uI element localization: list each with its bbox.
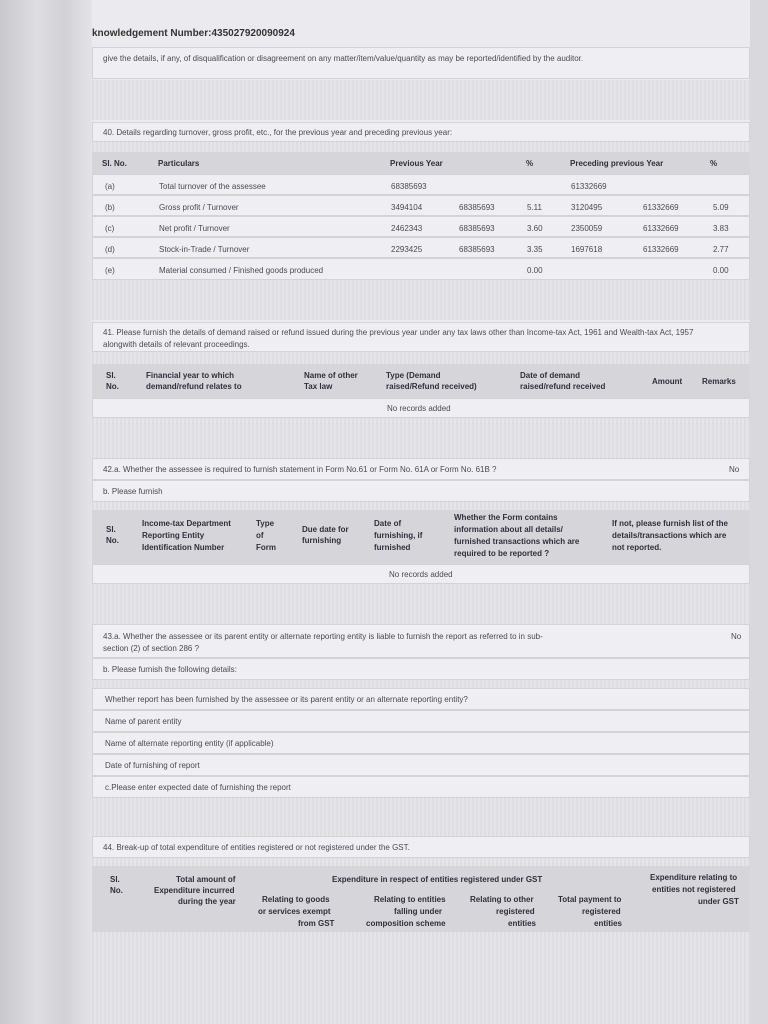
spacer	[92, 352, 750, 364]
q40-table-header	[92, 152, 750, 174]
section-divider	[92, 280, 750, 320]
q42-header-ifnot2: details/transactions which are	[612, 531, 727, 540]
q40-title: 40. Details regarding turnover, gross profit, etc., for the previous year and preceding previous year:	[103, 128, 453, 137]
row-preceding-turnover: 61332669	[643, 203, 679, 212]
table-row	[92, 258, 750, 280]
q40-header-previous-year: Previous Year	[390, 159, 443, 168]
q43a-text-line2: section (2) of section 286 ?	[103, 644, 200, 653]
binding-edge	[0, 0, 92, 1024]
row-particulars: Gross profit / Turnover	[159, 203, 239, 212]
q44-header-exempt2: or services exempt	[258, 907, 331, 916]
q44-header-no: No.	[110, 886, 123, 895]
section-divider	[92, 418, 750, 458]
q44-title-box	[92, 836, 750, 858]
page-right-margin	[750, 0, 768, 1024]
q44-header-other3: entities	[508, 919, 537, 928]
q42b-row	[92, 480, 750, 502]
q41-header-sl: Sl.	[106, 371, 116, 380]
row-preceding-pct: 5.09	[713, 203, 729, 212]
q42-header-dept: Income-tax Department	[142, 519, 231, 528]
q44-table-header	[92, 866, 750, 932]
row-particulars: Total turnover of the assessee	[159, 182, 266, 191]
q44-header-exempt3: from GST	[298, 919, 335, 928]
q42a-text: 42.a. Whether the assessee is required to furnish statement in Form No.61 or Form No. 61A or Form No. 61B ?	[103, 465, 497, 474]
q44-title: 44. Break-up of total expenditure of entities registered or not registered under the GST.	[103, 843, 410, 852]
row-prev-value: 3494104	[391, 203, 423, 212]
q42-header-dept2: Reporting Entity	[142, 531, 205, 540]
spacer	[92, 680, 750, 688]
q42-header-no: No.	[106, 536, 119, 545]
q43-item-label: Name of parent entity	[105, 717, 182, 726]
q42-header-contains4: required to be reported ?	[454, 549, 550, 558]
row-prev-value: 68385693	[391, 182, 427, 191]
q41-empty-row	[92, 398, 750, 418]
q41-header-type2: raised/Refund received)	[386, 382, 477, 391]
q41-header-type: Type (Demand	[386, 371, 441, 380]
q43-item-label: c.Please enter expected date of furnishing the report	[105, 783, 291, 792]
q44-header-totalpay: Total payment to	[558, 895, 622, 904]
q41-title-line2: alongwith details of relevant proceedings.	[103, 340, 250, 349]
row-preceding-turnover: 61332669	[643, 224, 679, 233]
q42a-row	[92, 458, 750, 480]
q42-header-due: Due date for	[302, 525, 349, 534]
no-records-text: No records added	[387, 404, 451, 413]
list-item	[92, 688, 750, 710]
q42-table-header	[92, 510, 750, 564]
row-preceding-pct: 3.83	[713, 224, 729, 233]
q42-header-sl: Sl.	[106, 525, 116, 534]
q42b-text: b. Please furnish	[103, 487, 163, 496]
q44-header-comp: Relating to entities	[374, 895, 446, 904]
q44-header-comp3: composition scheme	[366, 919, 446, 928]
q43b-row	[92, 658, 750, 680]
list-item	[92, 710, 750, 732]
q41-table-header	[92, 364, 750, 398]
q40-header-preceding-year: Preceding previous Year	[570, 159, 664, 168]
section-divider	[92, 80, 750, 120]
q42-header-contains: Whether the Form contains	[454, 513, 558, 522]
q43b-text: b. Please furnish the following details:	[103, 665, 237, 674]
row-prev-pct: 5.11	[527, 203, 542, 212]
row-prev-turnover: 68385693	[459, 224, 495, 233]
q41-header-date2: raised/refund received	[520, 382, 606, 391]
q44-header-exempt: Relating to goods	[262, 895, 330, 904]
q42a-value: No	[729, 465, 740, 474]
q42-header-type: Type	[256, 519, 275, 528]
section-divider	[92, 584, 750, 624]
acknowledgement-number: knowledgement Number:435027920090924	[92, 28, 295, 39]
q41-header-fy: Financial year to which	[146, 371, 235, 380]
q41-header-law2: Tax law	[304, 382, 333, 391]
q42-header-due2: furnishing	[302, 536, 342, 545]
q42-header-date2: furnishing, if	[374, 531, 423, 540]
table-row	[92, 237, 750, 258]
row-particulars: Net profit / Turnover	[159, 224, 230, 233]
row-prev-value: 2462343	[391, 224, 423, 233]
q42-empty-row	[92, 564, 750, 584]
auditor-note-text: give the details, if any, of disqualification or disagreement on any matter/item/value/quantity as may be reported/identified by the auditor.	[103, 54, 584, 63]
q43-item-label: Whether report has been furnished by the assessee or its parent entity or an alternate reporting entity?	[105, 695, 468, 704]
q44-header-other: Relating to other	[470, 895, 534, 904]
q40-header-pct2: %	[710, 159, 718, 168]
row-sl: (a)	[105, 182, 115, 191]
q44-header-total2: Expenditure incurred	[154, 886, 235, 895]
row-preceding-value: 2350059	[571, 224, 603, 233]
list-item	[92, 776, 750, 798]
q42-header-contains3: furnished transactions which are	[454, 537, 580, 546]
q41-header-remarks: Remarks	[702, 377, 736, 386]
row-particulars: Stock-in-Trade / Turnover	[159, 245, 250, 254]
row-prev-pct: 3.35	[527, 245, 543, 254]
q44-header-other2: registered	[496, 907, 535, 916]
q43-item-label: Name of alternate reporting entity (if applicable)	[105, 739, 274, 748]
spacer	[92, 142, 750, 152]
q40-header-sl: Sl. No.	[102, 159, 127, 168]
q44-header-sl: Sl.	[110, 875, 120, 884]
q43a-text-line1: 43.a. Whether the assessee or its parent entity or alternate reporting entity is liable to furnish the report as referred to in sub-	[103, 632, 543, 641]
q44-header-notreg: Expenditure relating to	[650, 873, 738, 882]
row-preceding-value: 1697618	[571, 245, 603, 254]
table-row	[92, 216, 750, 237]
row-sl: (b)	[105, 203, 115, 212]
q41-header-date: Date of demand	[520, 371, 581, 380]
row-prev-pct: 0.00	[527, 266, 543, 275]
row-preceding-turnover: 61332669	[643, 245, 679, 254]
row-preceding-value: 61332669	[571, 182, 607, 191]
q44-header-notreg2: entities not registered	[652, 885, 736, 894]
list-item	[92, 732, 750, 754]
table-row	[92, 174, 750, 195]
auditor-note-box	[92, 47, 750, 79]
q44-header-comp2: falling under	[394, 907, 442, 916]
q40-title-box	[92, 122, 750, 142]
q41-header-amount: Amount	[652, 377, 683, 386]
no-records-text: No records added	[389, 570, 453, 579]
spacer	[92, 502, 750, 510]
row-sl: (e)	[105, 266, 115, 275]
row-preceding-value: 3120495	[571, 203, 603, 212]
q43a-value: No	[731, 632, 742, 641]
row-particulars: Material consumed / Finished goods produced	[159, 266, 324, 275]
page-bottom	[92, 932, 750, 1024]
q42-header-contains2: information about all details/	[454, 525, 563, 534]
q42-header-ifnot: If not, please furnish list of the	[612, 519, 729, 528]
document-page	[92, 0, 750, 1024]
row-sl: (c)	[105, 224, 115, 233]
row-sl: (d)	[105, 245, 115, 254]
q40-header-pct1: %	[526, 159, 534, 168]
row-prev-turnover: 68385693	[459, 203, 495, 212]
row-prev-value: 2293425	[391, 245, 423, 254]
q44-header-totalpay2: registered	[582, 907, 621, 916]
table-row	[92, 195, 750, 216]
spacer	[92, 858, 750, 866]
q41-title-box	[92, 322, 750, 352]
q41-header-no: No.	[106, 382, 119, 391]
row-preceding-pct: 2.77	[713, 245, 729, 254]
q44-header-notreg3: under GST	[698, 897, 739, 906]
q42-header-date: Date of	[374, 519, 402, 528]
q42-header-ifnot3: not reported.	[612, 543, 662, 552]
q44-header-totalpay3: entities	[594, 919, 623, 928]
q44-header-total3: during the year	[178, 897, 236, 906]
row-prev-pct: 3.60	[527, 224, 543, 233]
q41-header-law: Name of other	[304, 371, 358, 380]
q41-title-line1: 41. Please furnish the details of demand raised or refund issued during the previous year under any tax laws other than Income-tax Act, 1961 and Wealth-tax Act, 1957	[103, 328, 694, 337]
list-item	[92, 754, 750, 776]
q42-header-type3: Form	[256, 543, 276, 552]
q40-header-particulars: Particulars	[158, 159, 200, 168]
row-prev-turnover: 68385693	[459, 245, 495, 254]
q43a-row	[92, 624, 750, 658]
q43-item-label: Date of furnishing of report	[105, 761, 200, 770]
q42-header-date3: furnished	[374, 543, 411, 552]
q42-header-dept3: Identification Number	[142, 543, 225, 552]
q44-header-respect: Expenditure in respect of entities registered under GST	[332, 875, 543, 884]
row-preceding-pct: 0.00	[713, 266, 729, 275]
section-divider	[92, 798, 750, 836]
q41-header-fy2: demand/refund relates to	[146, 382, 242, 391]
q42-header-type2: of	[256, 531, 264, 540]
q44-header-total: Total amount of	[176, 875, 236, 884]
